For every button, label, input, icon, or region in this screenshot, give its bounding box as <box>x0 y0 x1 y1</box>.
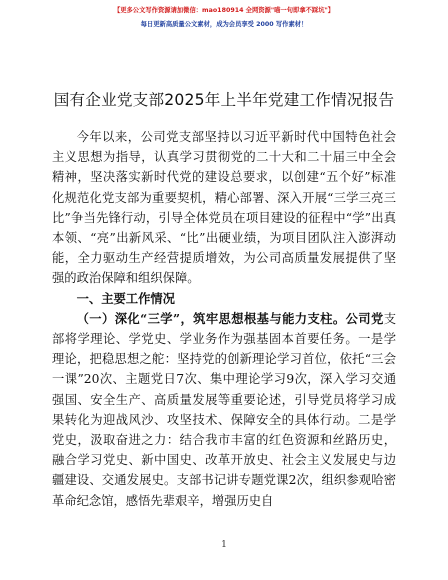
banner-promo-line: 【更多公文写作资源请加微信：mao180914 全网资源"喵一句即拿不踩坑"】 <box>113 7 335 14</box>
document-title: 国有企业党支部2025年上半年党建工作情况报告 <box>53 91 395 109</box>
page-number: 1 <box>221 540 227 550</box>
intro-paragraph: 今年以来，公司党支部坚持以习近平新时代中国特色社会主义思想为指导，认真学习贯彻党的二十大和二十届三中全会精神，坚决落实新时代党的建设总要求，以创建“五个好”标准化规范化党支部为重要契机，精心部署、深入开展“三学三亮三比”争当先锋行动，引导全体党员在项目建设的征程中“学”出真本领、“亮”出新风采、“比”出硬业绩，为项目团队注入澎湃动能，全力驱动生产经营提质增效，为公司高质量发展提供了坚强的政治保障和组织保障。 <box>52 130 396 286</box>
subsection-heading: （一）深化“三学”，筑牢思想根基与能力支柱。公司党 <box>76 310 384 326</box>
watermark-banner <box>0 4 448 32</box>
banner-subtitle-line: 每日更新高质量公文素材，成为会员享受 2000 写作素材！ <box>140 21 308 28</box>
subsection-body: 支部将学理论、学党史、学业务作为强基固本首要任务。一是学理论，把稳思想之舵：坚持党的创新理论学习首位，依托“三会一课”20次、主题党日7次、集中理论学习9次，深入学习交通强国、安全生产、高质量发展等重要论述，引导党员将学习成果转化为迎战风沙、攻坚技术、保障安全的具体行动。二是学党史，汲取奋进之力：结合我市丰富的红色资源和丝路历史，融合学习党史、新中国史、改革开放史、社会主义发展史与边疆建设、交通发展史。支部书记讲专题党课2次，组织参观哈密革命纪念馆，感悟先辈艰辛，增强历史自 <box>52 311 396 508</box>
document-body <box>52 127 396 511</box>
section-heading: 一、主要工作情况 <box>76 291 175 306</box>
subsection-paragraph <box>52 309 396 511</box>
